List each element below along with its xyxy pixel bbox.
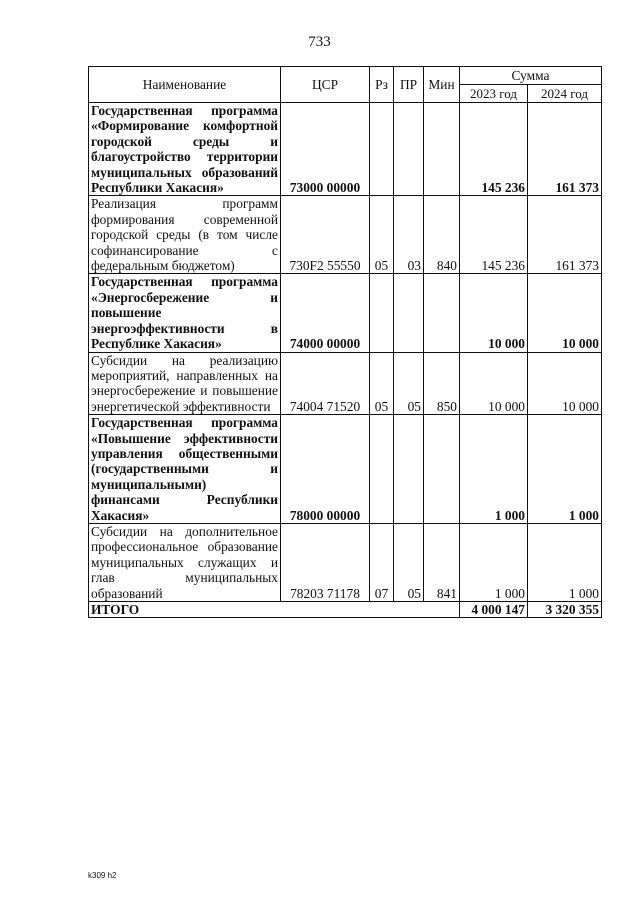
row-2024: 10 000 bbox=[528, 274, 602, 352]
table-row bbox=[89, 196, 602, 274]
table-row bbox=[89, 274, 602, 352]
footer-code: k309 h2 bbox=[88, 871, 117, 880]
table-row bbox=[89, 415, 602, 524]
row-csr: 73000 00000 bbox=[281, 103, 370, 196]
table-body bbox=[89, 103, 602, 618]
row-rz: 05 bbox=[370, 196, 394, 274]
row-pr bbox=[394, 103, 424, 196]
row-name: Субсидии на реализацию мероприятий, направленных на энергосбережение и повышение энергетической эффективности bbox=[89, 352, 281, 415]
row-2023: 145 236 bbox=[460, 103, 528, 196]
budget-table bbox=[88, 66, 602, 618]
row-2024: 10 000 bbox=[528, 352, 602, 415]
row-2024: 1 000 bbox=[528, 415, 602, 524]
header-name: Наименование bbox=[89, 67, 281, 103]
header-min: Мин bbox=[424, 67, 460, 103]
row-csr: 730F2 55550 bbox=[281, 196, 370, 274]
table-row bbox=[89, 523, 602, 601]
header-pr: ПР bbox=[394, 67, 424, 103]
table-row bbox=[89, 352, 602, 415]
row-pr bbox=[394, 415, 424, 524]
row-pr: 05 bbox=[394, 352, 424, 415]
row-2024: 161 373 bbox=[528, 103, 602, 196]
row-2023: 1 000 bbox=[460, 523, 528, 601]
total-2023: 4 000 147 bbox=[460, 602, 528, 618]
row-rz: 07 bbox=[370, 523, 394, 601]
row-min bbox=[424, 274, 460, 352]
total-2024: 3 320 355 bbox=[528, 602, 602, 618]
row-min: 841 bbox=[424, 523, 460, 601]
row-name: Субсидии на дополнительное профессиональное образование муниципальных служащих и глав муниципальных образований bbox=[89, 523, 281, 601]
row-csr: 78000 00000 bbox=[281, 415, 370, 524]
row-2024: 1 000 bbox=[528, 523, 602, 601]
row-csr: 78203 71178 bbox=[281, 523, 370, 601]
row-2023: 145 236 bbox=[460, 196, 528, 274]
total-label: ИТОГО bbox=[89, 602, 460, 618]
row-pr bbox=[394, 274, 424, 352]
row-min: 850 bbox=[424, 352, 460, 415]
row-name: Реализация программ формирования современной городской среды (в том числе софинансирование с федеральным бюджетом) bbox=[89, 196, 281, 274]
row-min bbox=[424, 103, 460, 196]
total-row bbox=[89, 602, 602, 618]
header-csr: ЦСР bbox=[281, 67, 370, 103]
header-year-2023: 2023 год bbox=[460, 85, 528, 103]
table-row bbox=[89, 103, 602, 196]
row-csr: 74000 00000 bbox=[281, 274, 370, 352]
row-rz bbox=[370, 415, 394, 524]
row-pr: 03 bbox=[394, 196, 424, 274]
row-2023: 10 000 bbox=[460, 274, 528, 352]
row-2023: 10 000 bbox=[460, 352, 528, 415]
row-name: Государственная программа «Повышение эффективности управления общественными (государственными и муниципальными) финансами Республики Хакасия» bbox=[89, 415, 281, 524]
header-year-2024: 2024 год bbox=[528, 85, 602, 103]
row-pr: 05 bbox=[394, 523, 424, 601]
header-rz: Рз bbox=[370, 67, 394, 103]
page-number: 733 bbox=[308, 34, 331, 50]
row-name: Государственная программа «Энергосбережение и повышение энергоэффективности в Республике Хакасия» bbox=[89, 274, 281, 352]
row-min bbox=[424, 415, 460, 524]
row-min: 840 bbox=[424, 196, 460, 274]
row-rz bbox=[370, 274, 394, 352]
row-rz bbox=[370, 103, 394, 196]
row-csr: 74004 71520 bbox=[281, 352, 370, 415]
row-2023: 1 000 bbox=[460, 415, 528, 524]
header-sum: Сумма bbox=[460, 67, 602, 85]
row-name: Государственная программа «Формирование комфортной городской среды и благоустройство территории муниципальных образований Республики Хакасия» bbox=[89, 103, 281, 196]
row-2024: 161 373 bbox=[528, 196, 602, 274]
row-rz: 05 bbox=[370, 352, 394, 415]
